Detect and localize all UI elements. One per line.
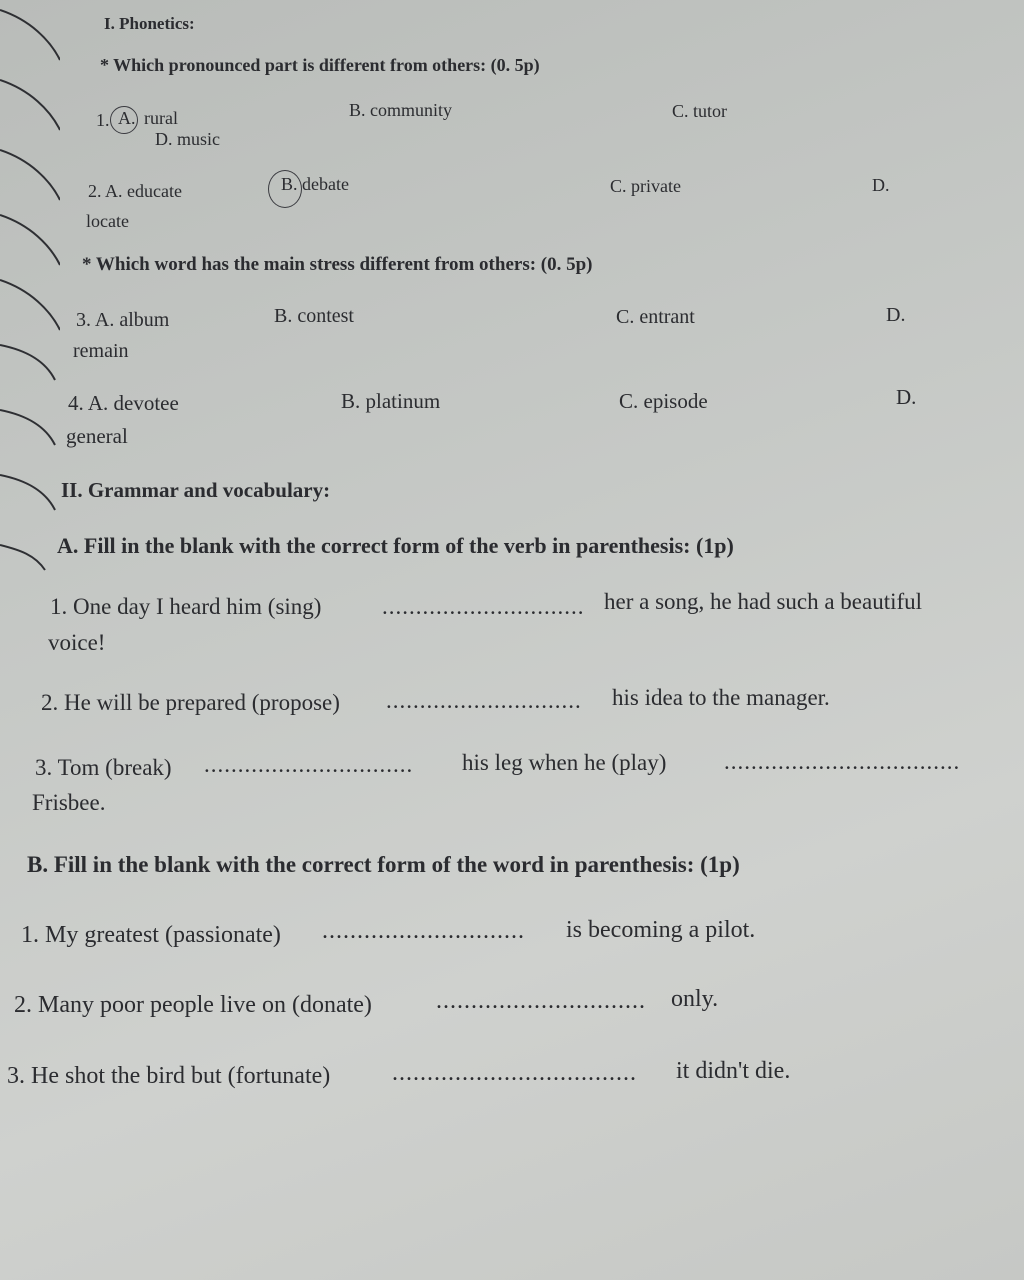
q3-option-d-letter: D. [886, 304, 906, 326]
pronunciation-instruction: * Which pronounced part is different from others: (0. 5p) [100, 55, 540, 75]
q2-option-d-word: locate [86, 211, 129, 231]
q2-option-c: C. private [610, 176, 681, 196]
q1-option-a-word: rural [144, 108, 178, 128]
q2-option-b: B. debate [281, 174, 349, 194]
part-a-q1-cont: voice! [48, 630, 106, 655]
part-b-q3-start: 3. He shot the bird but (fortunate) [7, 1063, 331, 1089]
q2-option-d-letter: D. [872, 175, 890, 195]
q1-number: 1. [96, 110, 110, 130]
q1-option-a-letter: A. [118, 108, 136, 128]
q4-option-a: 4. A. devotee [68, 391, 179, 415]
q4-option-b: B. platinum [341, 389, 441, 413]
answer-blank[interactable]: ............................. [386, 688, 582, 713]
q1-option-b: B. community [349, 100, 452, 120]
part-b-q1-end: is becoming a pilot. [566, 917, 756, 943]
part-a-q2-end: his idea to the manager. [612, 685, 830, 710]
stress-instruction: * Which word has the main stress different from others: (0. 5p) [82, 254, 593, 275]
part-a-instruction: A. Fill in the blank with the correct form of the verb in parenthesis: (1p) [57, 533, 734, 558]
q4-option-d-word: general [66, 424, 128, 448]
answer-blank[interactable]: ................................... [724, 749, 961, 774]
part-a-q3-cont: Frisbee. [32, 790, 106, 815]
part-a-q3-mid: his leg when he (play) [462, 750, 667, 775]
part-b-q2-end: only. [671, 986, 719, 1012]
q4-option-d-letter: D. [896, 385, 917, 409]
answer-blank[interactable]: ................................... [392, 1060, 637, 1086]
answer-blank[interactable]: ............................. [322, 918, 525, 944]
answer-blank[interactable]: .............................. [436, 988, 646, 1014]
part-a-q2-start: 2. He will be prepared (propose) [41, 690, 340, 715]
part-b-q3-end: it didn't die. [676, 1058, 791, 1084]
q3-option-b: B. contest [274, 305, 354, 327]
q3-option-a: 3. A. album [76, 309, 170, 331]
part-a-q1-end: her a song, he had such a beautiful [604, 589, 923, 614]
part-a-q3-start: 3. Tom (break) [35, 755, 172, 780]
q1-option-d: D. music [155, 129, 220, 149]
q1-option-c: C. tutor [672, 101, 728, 121]
part-b-instruction: B. Fill in the blank with the correct form of the word in parenthesis: (1p) [27, 852, 740, 877]
part-b-q2-start: 2. Many poor people live on (donate) [14, 992, 372, 1018]
answer-blank[interactable]: .............................. [382, 594, 585, 619]
part-a-q1-start: 1. One day I heard him (sing) [50, 594, 322, 619]
section-2-heading: II. Grammar and vocabulary: [61, 478, 331, 502]
q2-option-a: 2. A. educate [88, 181, 182, 201]
q3-option-d-word: remain [73, 340, 129, 362]
section-1-heading: I. Phonetics: [104, 14, 195, 33]
part-b-q1-start: 1. My greatest (passionate) [21, 922, 281, 948]
q4-option-c: C. episode [619, 389, 708, 413]
q3-option-c: C. entrant [616, 306, 695, 328]
answer-blank[interactable]: ............................... [204, 752, 414, 777]
